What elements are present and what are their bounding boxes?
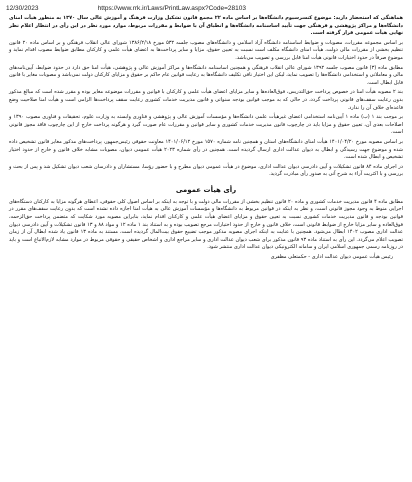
body-paragraph: بر اساس مصوبه مورخ ۱۴۰۱/۰۴/۲۰ هیأت امنای دانشگاه‌های استان و همچنین نامه شماره ۱۵۷۰ مورخ ۱۴۰۱/۰۶/۱۲ معاونت حقوقی رئیس‌جمهور، پرداخت‌های مذکور مغایر قانون تشخیص داده شده و موضوع جهت رسیدگی و ابطال به دیوان عدالت اداری ارسال گردیده است. همچنین در رأی شماره ۲۰۲۳ هیأت عمومی دیوان، مصوبات مشابه خلاف قانون و خارج از حدود اختیار تشخیص و ابطال شده است. xyxy=(9,138,403,161)
ruling-title: رأی هیأت عمومی xyxy=(175,185,237,194)
intro-paragraph: هماهنگی که استحضار دارید: موضوع کنسرسیوم دانشگاه‌ها بر اساس ماده ۲۲ مجمع قانون تشکیل وزارت فرهنگ و آموزش عالی سال ۱۳۷۰ به منظور هیأت امنای دانشگاه‌ها و مراکز پژوهشی و فرهنگی جهت تأیید اساسنامه دانشگاه‌ها و انطباق آن با ضوابط و مقررات مربوط، موارد مورد نظر در این رأی در انتظار اعلام نظر نهایی هیأت عمومی قرار گرفته است. xyxy=(9,15,403,37)
body-paragraph: در اجرای ماده ۸۴ قانون تشکیلات و آیین دادرسی دیوان عدالت اداری، موضوع در هیأت عمومی دیوان مطرح و با حضور رؤسا، مستشاران و دادرسان شعب دیوان تشکیل شد و پس از بحث و بررسی و با اکثریت آراء به شرح آتی به صدور رأی مبادرت گردید. xyxy=(9,163,404,178)
document-body xyxy=(9,15,403,261)
body-paragraph: بند ۲ مصوبه هیأت امنا در خصوص پرداخت حق‌التدریس، فوق‌العاده‌ها و سایر مزایای اعضای هیأت علمی و کارکنان با قوانین و مقررات موضوعه مغایر بوده و مقرر شده است که مبالغ مذکور بدون رعایت سقف‌های قانونی پرداخت گردد، در حالی که به موجب قوانین بودجه سنواتی و قانون مدیریت خدمات کشوری رعایت سقف پرداخت‌ها الزامی است و هیأت امنا صلاحیت وضع قاعده‌ای خلاف آن را ندارد. xyxy=(9,89,403,111)
body-paragraph: بر اساس مجموعه مقررات، مصوبات و ضوابط اساسنامه دانشگاه آزاد اسلامی و دانشگاه‌های مصوب جلسه ۵۳۲ مورخ ۱۳۸۶/۲/۱۸ شورای عالی انقلاب فرهنگی و بر اساس ماده ۲۰ قانون تنظیم بخشی از مقررات مالی دولت، هیأت امنای دانشگاه مکلف است نسبت به تعیین حقوق، مزایا و سایر پرداخت‌ها به اعضای هیأت علمی و کارکنان مطابق ضوابط مصوب اقدام نماید و موضوع صرفاً در حدود اختیارات قانونی هیأت امنا قابل بررسی و تصویب می‌باشد. xyxy=(9,39,403,61)
signature-line: رئیس هیأت عمومی دیوان عدالت اداری - حکمتعلی مظفری xyxy=(270,254,393,261)
body-paragraph: بر موجب بند ۱ (ب) ماده ۱ آیین‌نامه استخدامی اعضای غیرهیأت علمی دانشگاه‌ها و مؤسسات آموزش عالی و پژوهشی و فناوری وابسته به وزارت علوم، تحقیقات و فناوری مصوب ۱۳۹۰ و اصلاحات بعدی آن، تعیین حقوق و مزایا باید در چارچوب قانون مدیریت خدمات کشوری و سایر قوانین و مقررات عام صورت گیرد و هرگونه پرداخت خارج از این چارچوب فاقد مجوز قانونی است. xyxy=(9,114,403,136)
print-header xyxy=(6,3,406,13)
print-date: 12/30/2023 xyxy=(6,4,39,12)
print-url: https://www.rrk.ir/Laws/PrintLaw.aspx?Code=28103 xyxy=(97,4,246,12)
body-paragraph: مطابق ماده (۳) قانون مصوب جلسه ۱۳۹۲ شورای عالی انقلاب فرهنگی و همچنین اساسنامه دانشگاه‌ها و مراکز آموزش عالی و پژوهشی، هیأت امنا حق دارد در حدود ضوابط، آیین‌نامه‌های مالی و معاملاتی و استخدامی دانشگاه‌ها را تصویب نماید، لیکن این اختیار نافی تکلیف دانشگاه‌ها به رعایت قوانین عام حاکم بر حقوق و مزایای کارکنان دولت نمی‌باشد و مصوبات مغایر با قانون قابل ابطال است. xyxy=(9,64,404,86)
ruling-paragraph: مطابق ماده ۴ قانون مدیریت خدمات کشوری و ماده ۲۰ قانون تنظیم بخشی از مقررات مالی دولت و با توجه به اینکه بر اساس اصول کلی حقوقی، اعطای هرگونه مزایا به کارکنان دستگاه‌های اجرایی منوط به وجود مجوز قانونی است، و نظر به اینکه در قوانین مربوط به دانشگاه‌ها و مؤسسات آموزش عالی به هیأت امنا اجازه داده نشده است که بدون رعایت سقف‌های مقرر در قوانین بودجه و قانون مدیریت خدمات کشوری نسبت به تعیین حقوق و مزایای اعضای هیأت علمی و کارکنان اقدام نماید، بنابراین مصوبه مورد شکایت که متضمن پرداخت حق‌الزحمه، فوق‌العاده و سایر مزایا خارج از ضوابط قانونی است، خلاف قانون و خارج از حدود اختیارات مرجع تصویب بوده و به استناد بند ۱ ماده ۱۲ و مواد ۸۸ و ۱۳ قانون تشکیلات و آیین دادرسی دیوان عدالت اداری مصوب ۱۴۰۲ ابطال می‌شود. همچنین با عنایت به اینکه اجرای مصوبه مذکور موجب تضییع حقوق بیت‌المال گردیده است، مستند به ماده ۱۳ قانون یاد شده ابطال آن از زمان تصویب اعلام می‌گردد. این رأی به استناد ماده ۹۳ قانون مذکور برای شعب دیوان عدالت اداری و سایر مراجع اداری و اشخاص حقیقی و حقوقی مربوط در موارد مشابه لازم‌الاتباع است و باید در روزنامه رسمی جمهوری اسلامی ایران و سامانه الکترونیکی دیوان عدالت اداری منتشر شود. xyxy=(9,198,404,251)
